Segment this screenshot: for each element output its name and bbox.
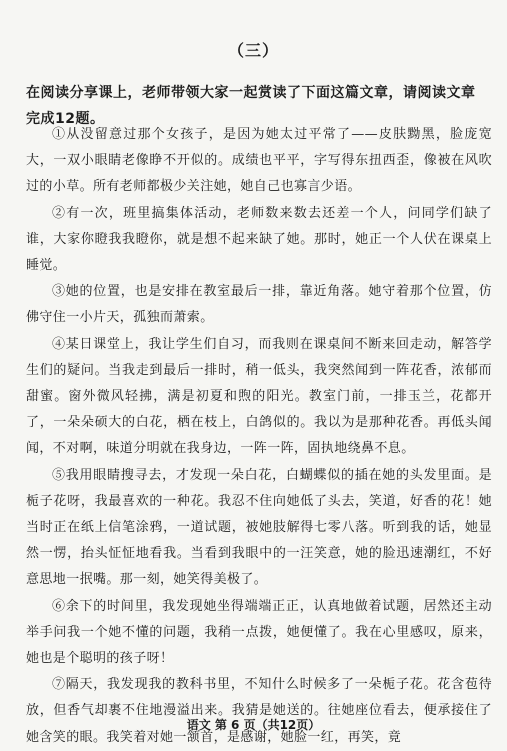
- article-body: [26, 122, 492, 751]
- section-title: （三）: [227, 41, 279, 60]
- paragraph-2: ②有一次，班里搞集体活动，老师数来数去还差一个人，问同学们缺了谁，大家你瞪我我瞪你，就是想不起来缺了她。那时，她正一个人伏在课桌上睡觉。: [26, 205, 492, 274]
- paragraph-3: ③她的位置，也是安排在教室最后一排，靠近角落。她守着那个位置，仿佛守住一小片天，孤独而萧索。: [26, 284, 492, 326]
- reading-instructions: 在阅读分享课上，老师带领大家一起赏读了下面这篇文章，请阅读文章完成12题。: [26, 85, 476, 127]
- paragraph-6: ⑥余下的时间里，我发现她坐得端端正正，认真地做着试题，居然还主动举手问我一个她不懂的问题，我稍一点拨，她便懂了。我在心里感叹，原来，她也是个聪明的孩子呀！: [26, 598, 492, 667]
- paragraph-5: ⑤我用眼睛搜寻去，才发现一朵白花，白蝴蝶似的插在她的头发里面。是栀子花呀，我最喜欢的一种花。我忍不住向她低了头去，笑道，好香的花！她当时正在纸上信笔涂鸦，一道试题，被她肢解得七零八落。听到我的话，她显然一愣，抬头怔怔地看我。当看到我眼中的一汪笑意，她的脸迅速潮红，不好意思地一抿嘴。那一刻，她笑得美极了。: [26, 467, 492, 588]
- page-footer: 语文 第 6 页（共12页）: [186, 718, 321, 732]
- paragraph-4: ④某日课堂上，我让学生们自习，而我则在课桌间不断来回走动，解答学生们的疑问。当我走到最后一排时，稍一低头，我突然闻到一阵花香，浓郁而甜蜜。窗外微风轻拂，满是初夏和煦的阳光。教室门前，一排玉兰，花都开了，一朵朵硕大的白花，栖在枝上，白鸽似的。我以为是那种花香。再低头闻闻，不对啊，味道分明就在我身边，一阵一阵，固执地绕鼻不息。: [26, 336, 492, 457]
- paragraph-1: ①从没留意过那个女孩子，是因为她太过平常了——皮肤黝黑，脸庞宽大，一双小眼睛老像睁不开似的。成绩也平平，字写得东扭西歪，像被在风吹过的小草。所有老师都极少关注她，她自己也寡言少语。: [26, 127, 492, 195]
- paragraph-7: ⑦隔天，我发现我的教科书里，不知什么时候多了一朵栀子花。花含苞待放，但香气却裹不住地漫溢出来。我猜是她送的。往她座位看去，便承接住了她含笑的眼。我笑着对她一颔首，是感谢，她脸一红，再笑，竟: [26, 677, 492, 745]
